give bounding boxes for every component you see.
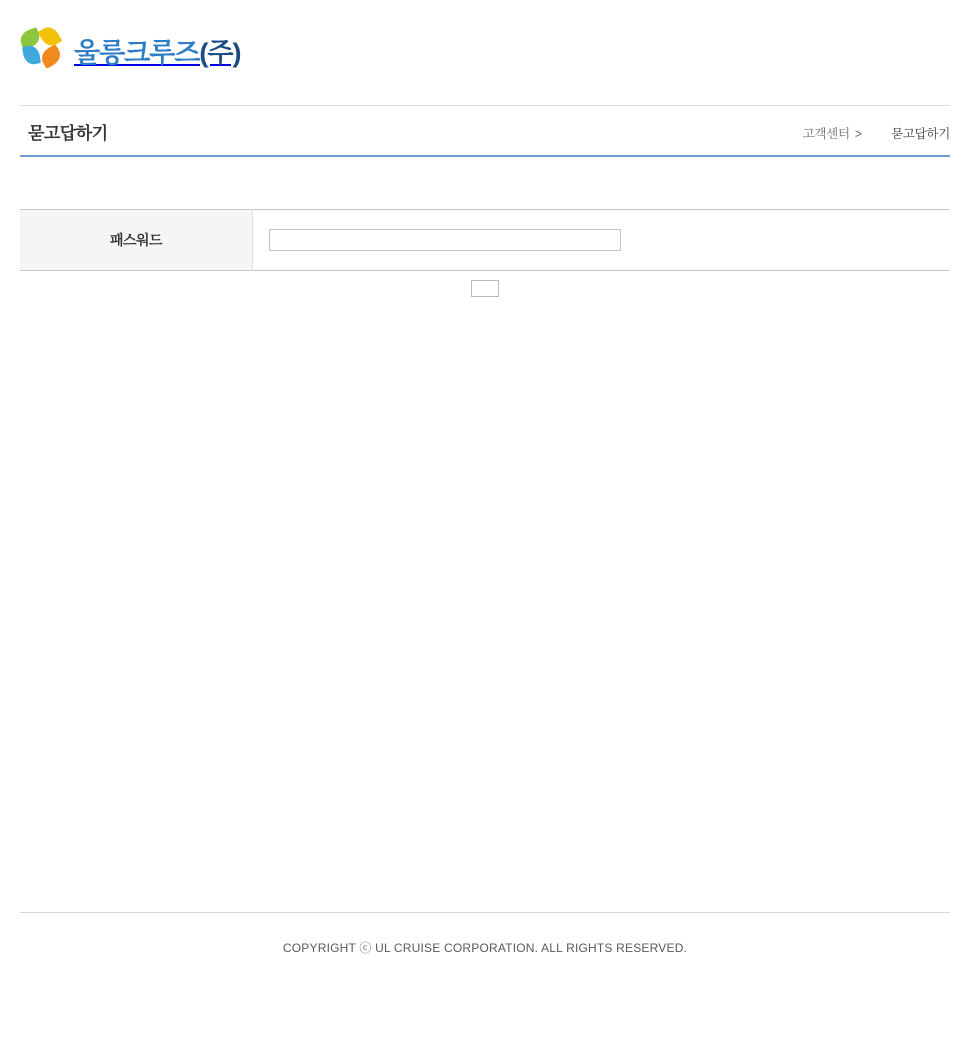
password-label: 패스워드 — [20, 210, 253, 271]
site-header — [0, 0, 970, 105]
password-form-table — [20, 209, 950, 271]
breadcrumb-separator: > — [854, 127, 862, 141]
breadcrumb-current: 묻고답하기 — [891, 127, 950, 141]
submit-button[interactable] — [471, 280, 499, 297]
site-logo[interactable] — [20, 28, 241, 72]
page-titlebar — [20, 105, 950, 157]
password-form-area — [20, 157, 950, 301]
breadcrumb — [803, 124, 950, 142]
logo-text — [74, 31, 241, 70]
breadcrumb-root[interactable]: 고객센터 — [802, 127, 850, 141]
table-row — [20, 210, 950, 271]
password-field-cell — [253, 210, 951, 271]
logo-text-sub: (주) — [199, 37, 241, 68]
pinwheel-logo-icon — [20, 28, 66, 72]
copyright-text: COPYRIGHT ⓒ UL CRUISE CORPORATION. ALL RIGHTS RESERVED. — [282, 941, 688, 955]
logo-text-main: 울릉크루즈 — [74, 37, 200, 68]
form-button-row — [20, 280, 950, 301]
site-footer — [20, 912, 950, 956]
page-title: 묻고답하기 — [28, 124, 108, 143]
password-input[interactable] — [269, 229, 621, 251]
